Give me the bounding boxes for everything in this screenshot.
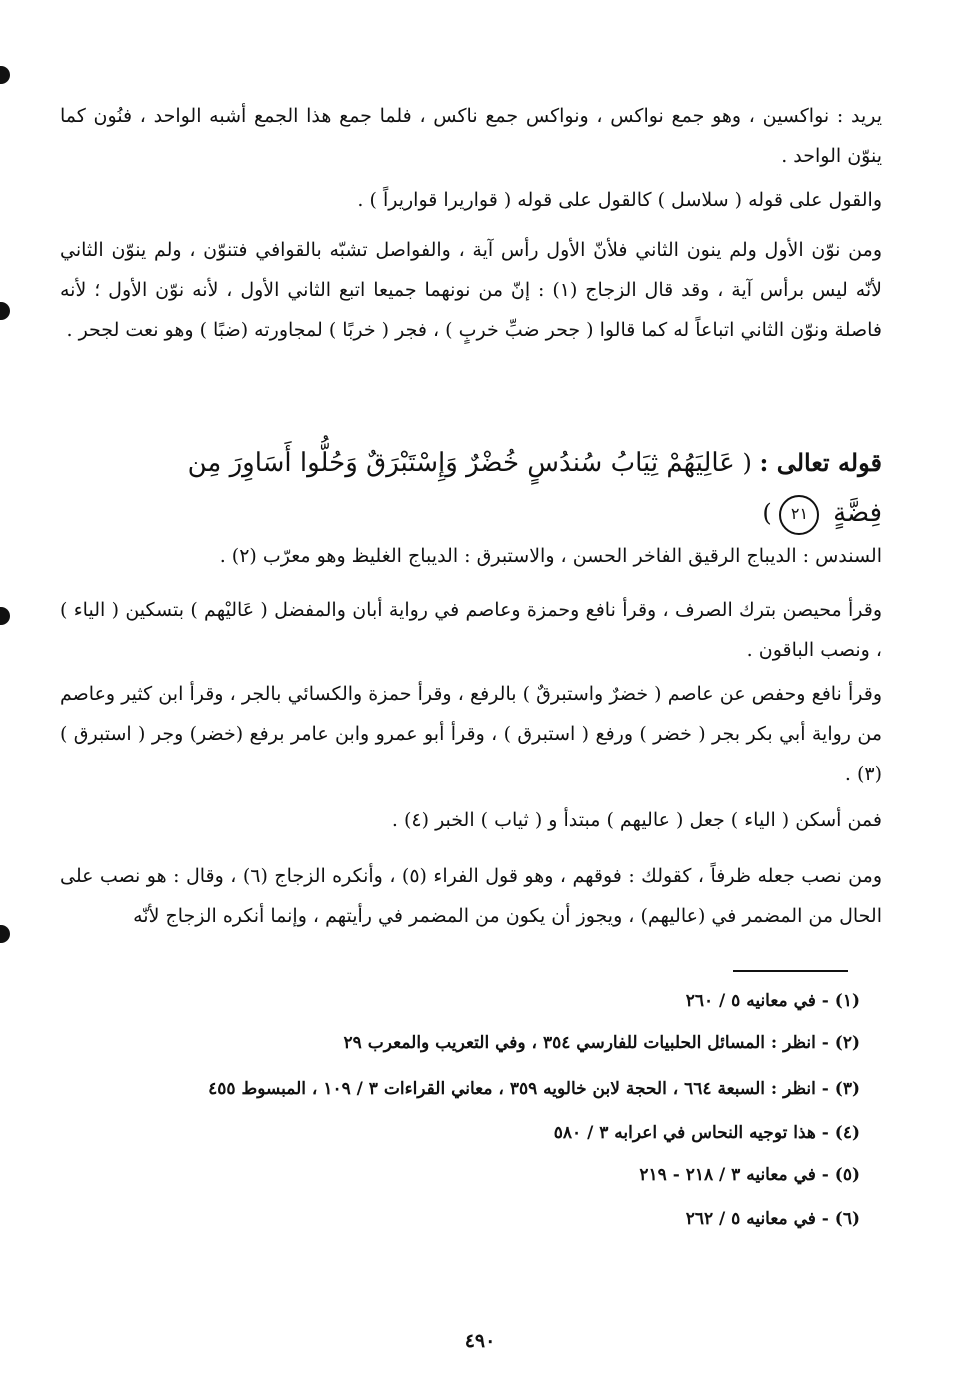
ayah-number-icon: ٢١ [779,495,819,535]
margin-mark [0,302,10,320]
footnote: (٦) - في معانيه ٥ / ٢٦٢ [685,1209,860,1229]
margin-mark [0,925,10,943]
quran-verse-line [180,438,882,538]
footnote: (٢) - انظر : المسائل الحلبيات للفارسي ٣٥٤ ، وفي التعريب والمعرب ٢٩ [343,1033,860,1053]
paragraph: وقرأ محيصن بترك الصرف ، وقرأ نافع وحمزة وعاصم في رواية أبان والمفضل ( عَاليْهم ) بتسكين ( الياء ) ، ونصب الباقون . [60,599,882,661]
paragraph: والقول على قوله ( سلاسل ) كالقول على قوله ( قواريرا قواريراً ) . [357,189,882,211]
verse-text: عَالِيَهُمْ ثِيَابُ سُندُسٍ خُضْرٌ وَإِسْتَبْرَقٌ وَحُلُّوا أَسَاوِرَ مِن فِضَّةٍ [187,448,882,528]
margin-mark [0,66,10,84]
paragraph: فمن أسكن ( الياء ) جعل ( عاليهم ) مبتدأ و ( ثياب ) الخبر (٤) . [391,809,882,831]
paragraph: وقرأ نافع وحفص عن عاصم ( خضرٌ واستبرقٌ ) بالرفع ، وقرأ حمزة والكسائي بالجر ، وقرأ ابن كثير وعاصم من رواية أبي بكر بجر ( خضر ) ورفع ( استبرق ) ، وقرأ أبو عمرو وابن عامر برفع (خضر) وجر ( استبرق )(٣) . [60,683,882,785]
footnote: (٥) - في معانيه ٣ / ٢١٨ - ٢١٩ [639,1165,860,1185]
paragraph: السندس : الديباج الرقيق الفاخر الحسن ، والاستبرق : الديباج الغليظ وهو معرّب (٢) . [219,545,882,567]
footnote: (١) - في معانيه ٥ / ٢٦٠ [685,991,860,1011]
page-number: ٤٩٠ [464,1330,496,1352]
verse-label: قوله تعالى : [759,448,882,477]
verse-open-paren: ( [742,449,752,477]
footnote: (٣) - انظر : السبعة ٦٦٤ ، الحجة لابن خالويه ٣٥٩ ، معاني القراءات ٣ / ١٠٩ ، المبسوط ٤٥٥ [208,1079,860,1099]
verse-close-paren: ) [762,499,772,527]
footnote: (٤) - هذا توجيه النحاس في اعرابه ٣ / ٥٨٠ [553,1123,860,1143]
footnote-separator [733,970,848,972]
paragraph: يريد : نواكسين ، وهو جمع نواكس ، ونواكس جمع ناكس ، فلما جمع هذا الجمع أشبه الواحد ، فنُون كما ينوّن الواحد . [60,105,882,167]
margin-mark [0,607,10,625]
paragraph: ومن نوّن الأول ولم ينون الثاني فلأنّ الأول رأس آية ، والفواصل تشبّه بالقوافي فتنوّن ، ولم ينوّن الثاني لأنّه ليس برأس آية ، وقد قال الزجاج (١) : إنّ من نونهما جميعا اتبع الثاني الأول ، لأنه نوّن الأول ؛ لأنه فاصلة ونوّن الثاني اتباعاً له كما قالوا ( جحر ضبِّ خربٍ ) ، فجر ( خربًا ) لمجاورته (ضبًا ) وهو نعت لجحر . [60,239,882,341]
paragraph: ومن نصب جعله ظرفاً ، كقولك : فوقهم ، وهو قول الفراء (٥) ، وأنكره الزجاج (٦) ، وقال : هو نصب على الحال من المضمر في (عاليهم) ، ويجوز أن يكون من المضمر في رأيتهم ، وإنما أنكره الزجاج لأنّه [60,865,882,927]
